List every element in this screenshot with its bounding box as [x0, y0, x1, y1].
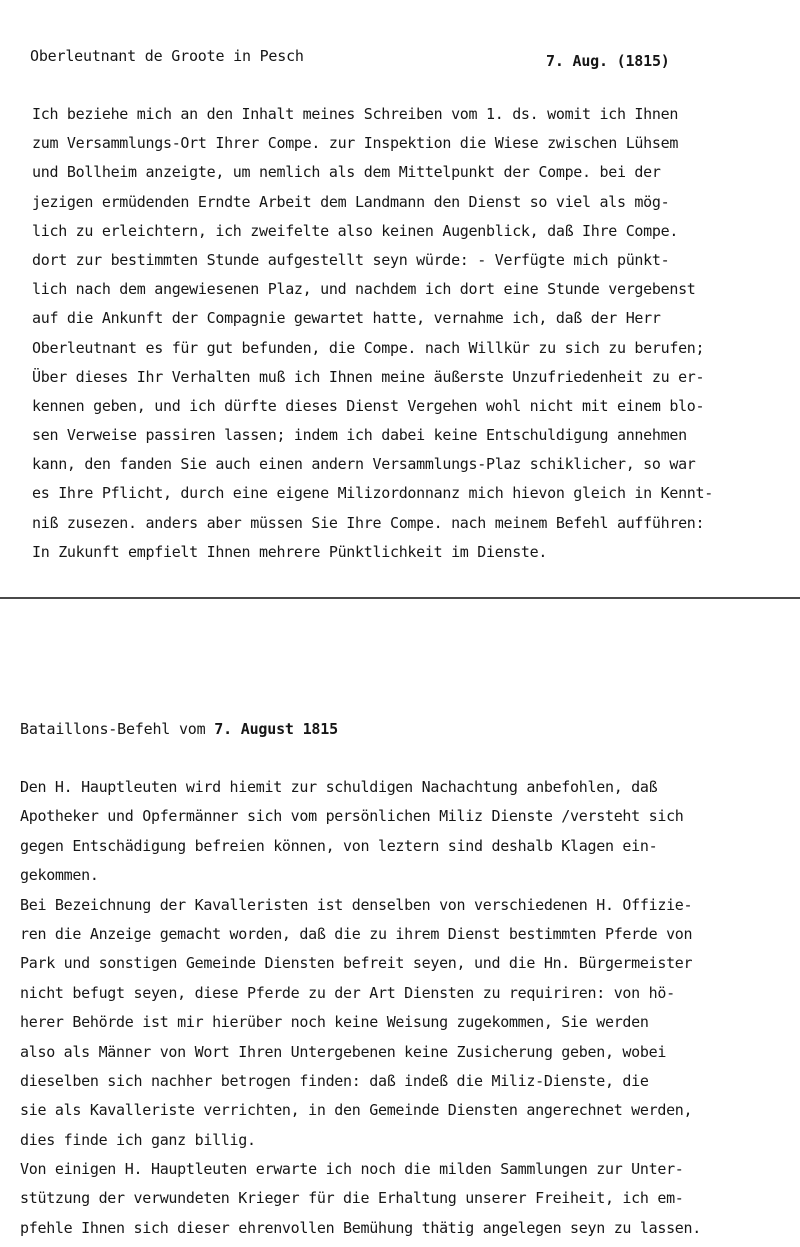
text-line: nicht befugt seyen, diese Pferde zu der Art Diensten zu requiriren: von hö- — [20, 983, 675, 1002]
text-line: zum Versammlungs-Ort Ihrer Compe. zur Inspektion die Wiese zwischen Lühsem — [32, 134, 679, 153]
text-line: lich zu erleichtern, ich zweifelte also keinen Augenblick, daß Ihre Compe. — [32, 221, 679, 240]
text-line: Über dieses Ihr Verhalten muß ich Ihnen meine äußerste Unzufriedenheit zu er- — [32, 367, 705, 386]
text-line: auf die Ankunft der Compagnie gewartet hatte, vernahme ich, daß der Herr — [32, 309, 661, 328]
text-line: Von einigen H. Hauptleuten erwarte ich noch die milden Sammlungen zur Unter- — [20, 1160, 684, 1179]
order-title-date: 7. August 1815 — [214, 720, 338, 738]
text-line: und Bollheim anzeigte, um nemlich als dem Mittelpunkt der Compe. bei der — [32, 163, 661, 182]
letter-date: 7. Aug. (1815) — [546, 52, 670, 70]
order-body — [20, 773, 701, 1243]
text-line: dieselben sich nachher betrogen finden: daß indeß die Miliz-Dienste, die — [20, 1071, 649, 1090]
text-line: gekommen. — [20, 866, 99, 885]
text-line: jezigen ermüdenden Erndte Arbeit dem Landmann den Dienst so viel als mög- — [32, 192, 670, 211]
letter-body — [32, 100, 713, 567]
text-line: es Ihre Pflicht, durch eine eigene Milizordonnanz mich hievon gleich in Kennt- — [32, 484, 714, 503]
text-line: sen Verweise passiren lassen; indem ich dabei keine Entschuldigung annehmen — [32, 426, 687, 445]
text-line: Oberleutnant es für gut befunden, die Compe. nach Willkür zu sich zu berufen; — [32, 338, 705, 357]
text-line: also als Männer von Wort Ihren Untergebenen keine Zusicherung geben, wobei — [20, 1042, 667, 1061]
text-line: Den H. Hauptleuten wird hiemit zur schuldigen Nachachtung anbefohlen, daß — [20, 778, 658, 796]
text-line: In Zukunft empfielt Ihnen mehrere Pünktlichkeit im Dienste. — [32, 542, 548, 561]
text-line: kann, den fanden Sie auch einen andern Versammlungs-Plaz schiklicher, so war — [32, 455, 696, 474]
text-line: niß zusezen. anders aber müssen Sie Ihre Compe. nach meinem Befehl aufführen: — [32, 513, 705, 532]
text-line: dies finde ich ganz billig. — [20, 1130, 256, 1149]
text-line: herer Behörde ist mir hierüber noch keine Weisung zugekommen, Sie werden — [20, 1013, 649, 1032]
text-line: lich nach dem angewiesenen Plaz, und nachdem ich dort eine Stunde vergebenst — [32, 280, 696, 299]
text-line: ren die Anzeige gemacht worden, daß die zu ihrem Dienst bestimmten Pferde von — [20, 924, 693, 943]
text-line: pfehle Ihnen sich dieser ehrenvollen Bemühung thätig angelegen seyn zu lassen. — [20, 1218, 702, 1237]
text-line: Park und sonstigen Gemeinde Diensten befreit seyen, und die Hn. Bürgermeister — [20, 954, 693, 973]
text-line: dort zur bestimmten Stunde aufgestellt seyn würde: - Verfügte mich pünkt- — [32, 250, 670, 269]
section-divider — [0, 597, 800, 599]
order-title — [20, 720, 338, 738]
text-line: kennen geben, und ich dürfte dieses Dienst Vergehen wohl nicht mit einem blo- — [32, 396, 705, 415]
text-line: gegen Entschädigung befreien können, von leztern sind deshalb Klagen ein- — [20, 836, 658, 855]
text-line: sie als Kavalleriste verrichten, in den Gemeinde Diensten angerechnet werden, — [20, 1101, 693, 1120]
order-title-prefix: Bataillons-Befehl vom — [20, 720, 215, 738]
letter-addressee: Oberleutnant de Groote in Pesch — [30, 47, 304, 65]
text-line: stützung der verwundeten Krieger für die Erhaltung unserer Freiheit, ich em- — [20, 1189, 684, 1208]
text-line: Apotheker und Opfermänner sich vom persönlichen Miliz Dienste /versteht sich — [20, 807, 684, 826]
text-line: Bei Bezeichnung der Kavalleristen ist denselben von verschiedenen H. Offizie- — [20, 895, 693, 914]
text-line: Ich beziehe mich an den Inhalt meines Schreiben vom 1. ds. womit ich Ihnen — [32, 105, 679, 123]
